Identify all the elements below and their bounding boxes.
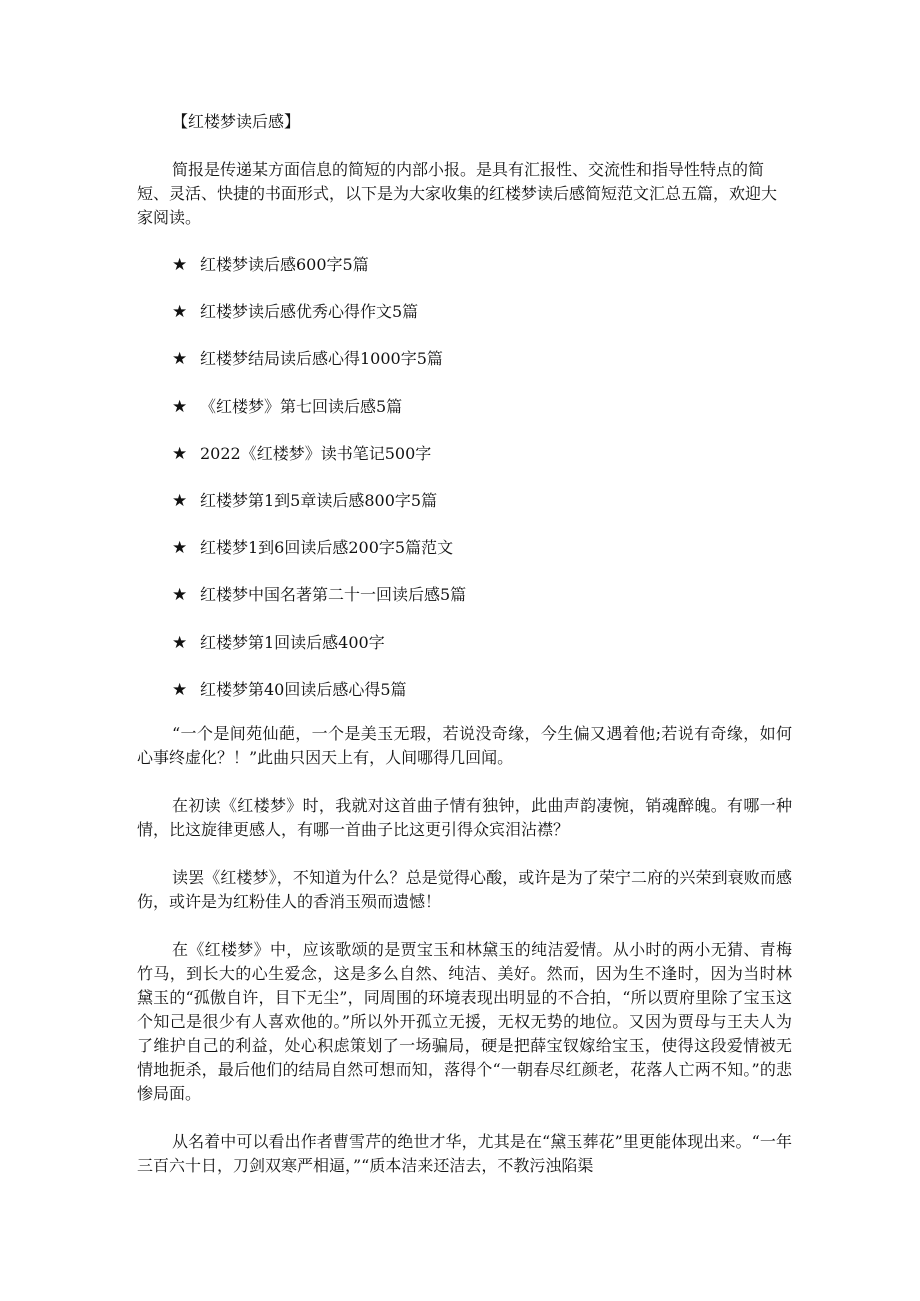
list-item [172, 395, 466, 442]
star-icon: ★ [172, 585, 188, 606]
list-item [172, 253, 466, 300]
list-item [172, 300, 466, 347]
list-item [172, 631, 466, 678]
list-item-text: 红楼梦第1到5章读后感800字5篇 [200, 490, 438, 510]
star-icon: ★ [172, 302, 188, 323]
list-item [172, 678, 466, 725]
body-paragraph: 从名着中可以看出作者曹雪芹的绝世才华，尤其是在“黛玉葬花”里更能体现出来。“一年三百六十日，刀剑双寒严相逼，”“质本洁来还洁去，不教污浊陷渠 [137, 1132, 792, 1175]
body-paragraph: 在初读《红楼梦》时，我就对这首曲子情有独钟，此曲声韵凄惋，销魂醉魄。有哪一种情，比这旋律更感人，有哪一首曲子比这更引得众宾泪沾襟？ [137, 796, 792, 839]
body-paragraph: 读罢《红楼梦》，不知道为什么？总是觉得心酸，或许是为了荣宁二府的兴荣到衰败而感伤，或许是为红粉佳人的香消玉殒而遗憾！ [137, 868, 792, 911]
body-paragraph: “一个是间苑仙葩，一个是美玉无瑕，若说没奇缘，今生偏又遇着他;若说有奇缘，如何心事终虚化？！”此曲只因天上有，人间哪得几回闻。 [137, 724, 792, 767]
list-item [172, 583, 466, 630]
list-item [172, 442, 466, 489]
list-item-text: 红楼梦中国名著第二十一回读后感5篇 [200, 585, 467, 605]
star-icon: ★ [172, 538, 188, 559]
list-item-text: 红楼梦读后感优秀心得作文5篇 [200, 302, 419, 322]
list-item-text: 2022《红楼梦》读书笔记500字 [200, 443, 432, 463]
list-item-text: 红楼梦第40回读后感心得5篇 [200, 679, 407, 699]
list-item-text: 红楼梦1到6回读后感200字5篇范文 [200, 538, 454, 558]
list-item [172, 489, 466, 536]
star-icon: ★ [172, 349, 188, 370]
list-item [172, 347, 466, 394]
article-body [137, 722, 792, 1202]
document-title: 【红楼梦读后感】 [172, 112, 301, 131]
star-icon: ★ [172, 396, 188, 417]
star-icon: ★ [172, 255, 188, 275]
list-item-text: 红楼梦读后感600字5篇 [200, 255, 369, 274]
list-item [172, 536, 466, 583]
list-item-text: 红楼梦第1回读后感400字 [200, 632, 385, 652]
star-icon: ★ [172, 490, 188, 511]
list-item-text: 《红楼梦》第七回读后感5篇 [200, 396, 403, 416]
star-icon: ★ [172, 443, 188, 464]
body-paragraph: 在《红楼梦》中，应该歌颂的是贾宝玉和林黛玉的纯洁爱情。从小时的两小无猜、青梅竹马，到长大的心生爱念，这是多么自然、纯洁、美好。然而，因为生不逢时，因为当时林黛玉的“孤傲自许，目下无尘”，同周围的环境表现出明显的不合拍，“所以贾府里除了宝玉这个知己是很少有人喜欢他的。”所以外开孤立无援，无权无势的地位。又因为贾母与王夫人为了维护自己的利益，处心积虑策划了一场骗局，硬是把薛宝钗嫁给宝玉，使得这段爱情被无情地扼杀，最后他们的结局自然可想而知，落得个“一朝春尽红颜老，花落人亡两不知。”的悲惨局面。 [137, 940, 792, 1103]
list-item-text: 红楼梦结局读后感心得1000字5篇 [200, 349, 443, 369]
star-icon: ★ [172, 679, 188, 700]
intro-paragraph: 简报是传递某方面信息的简短的内部小报。是具有汇报性、交流性和指导性特点的简短、灵活、快捷的书面形式，以下是为大家收集的红楼梦读后感简短范文汇总五篇，欢迎大家阅读。 [137, 160, 778, 227]
star-icon: ★ [172, 632, 188, 653]
article-list [172, 253, 466, 725]
